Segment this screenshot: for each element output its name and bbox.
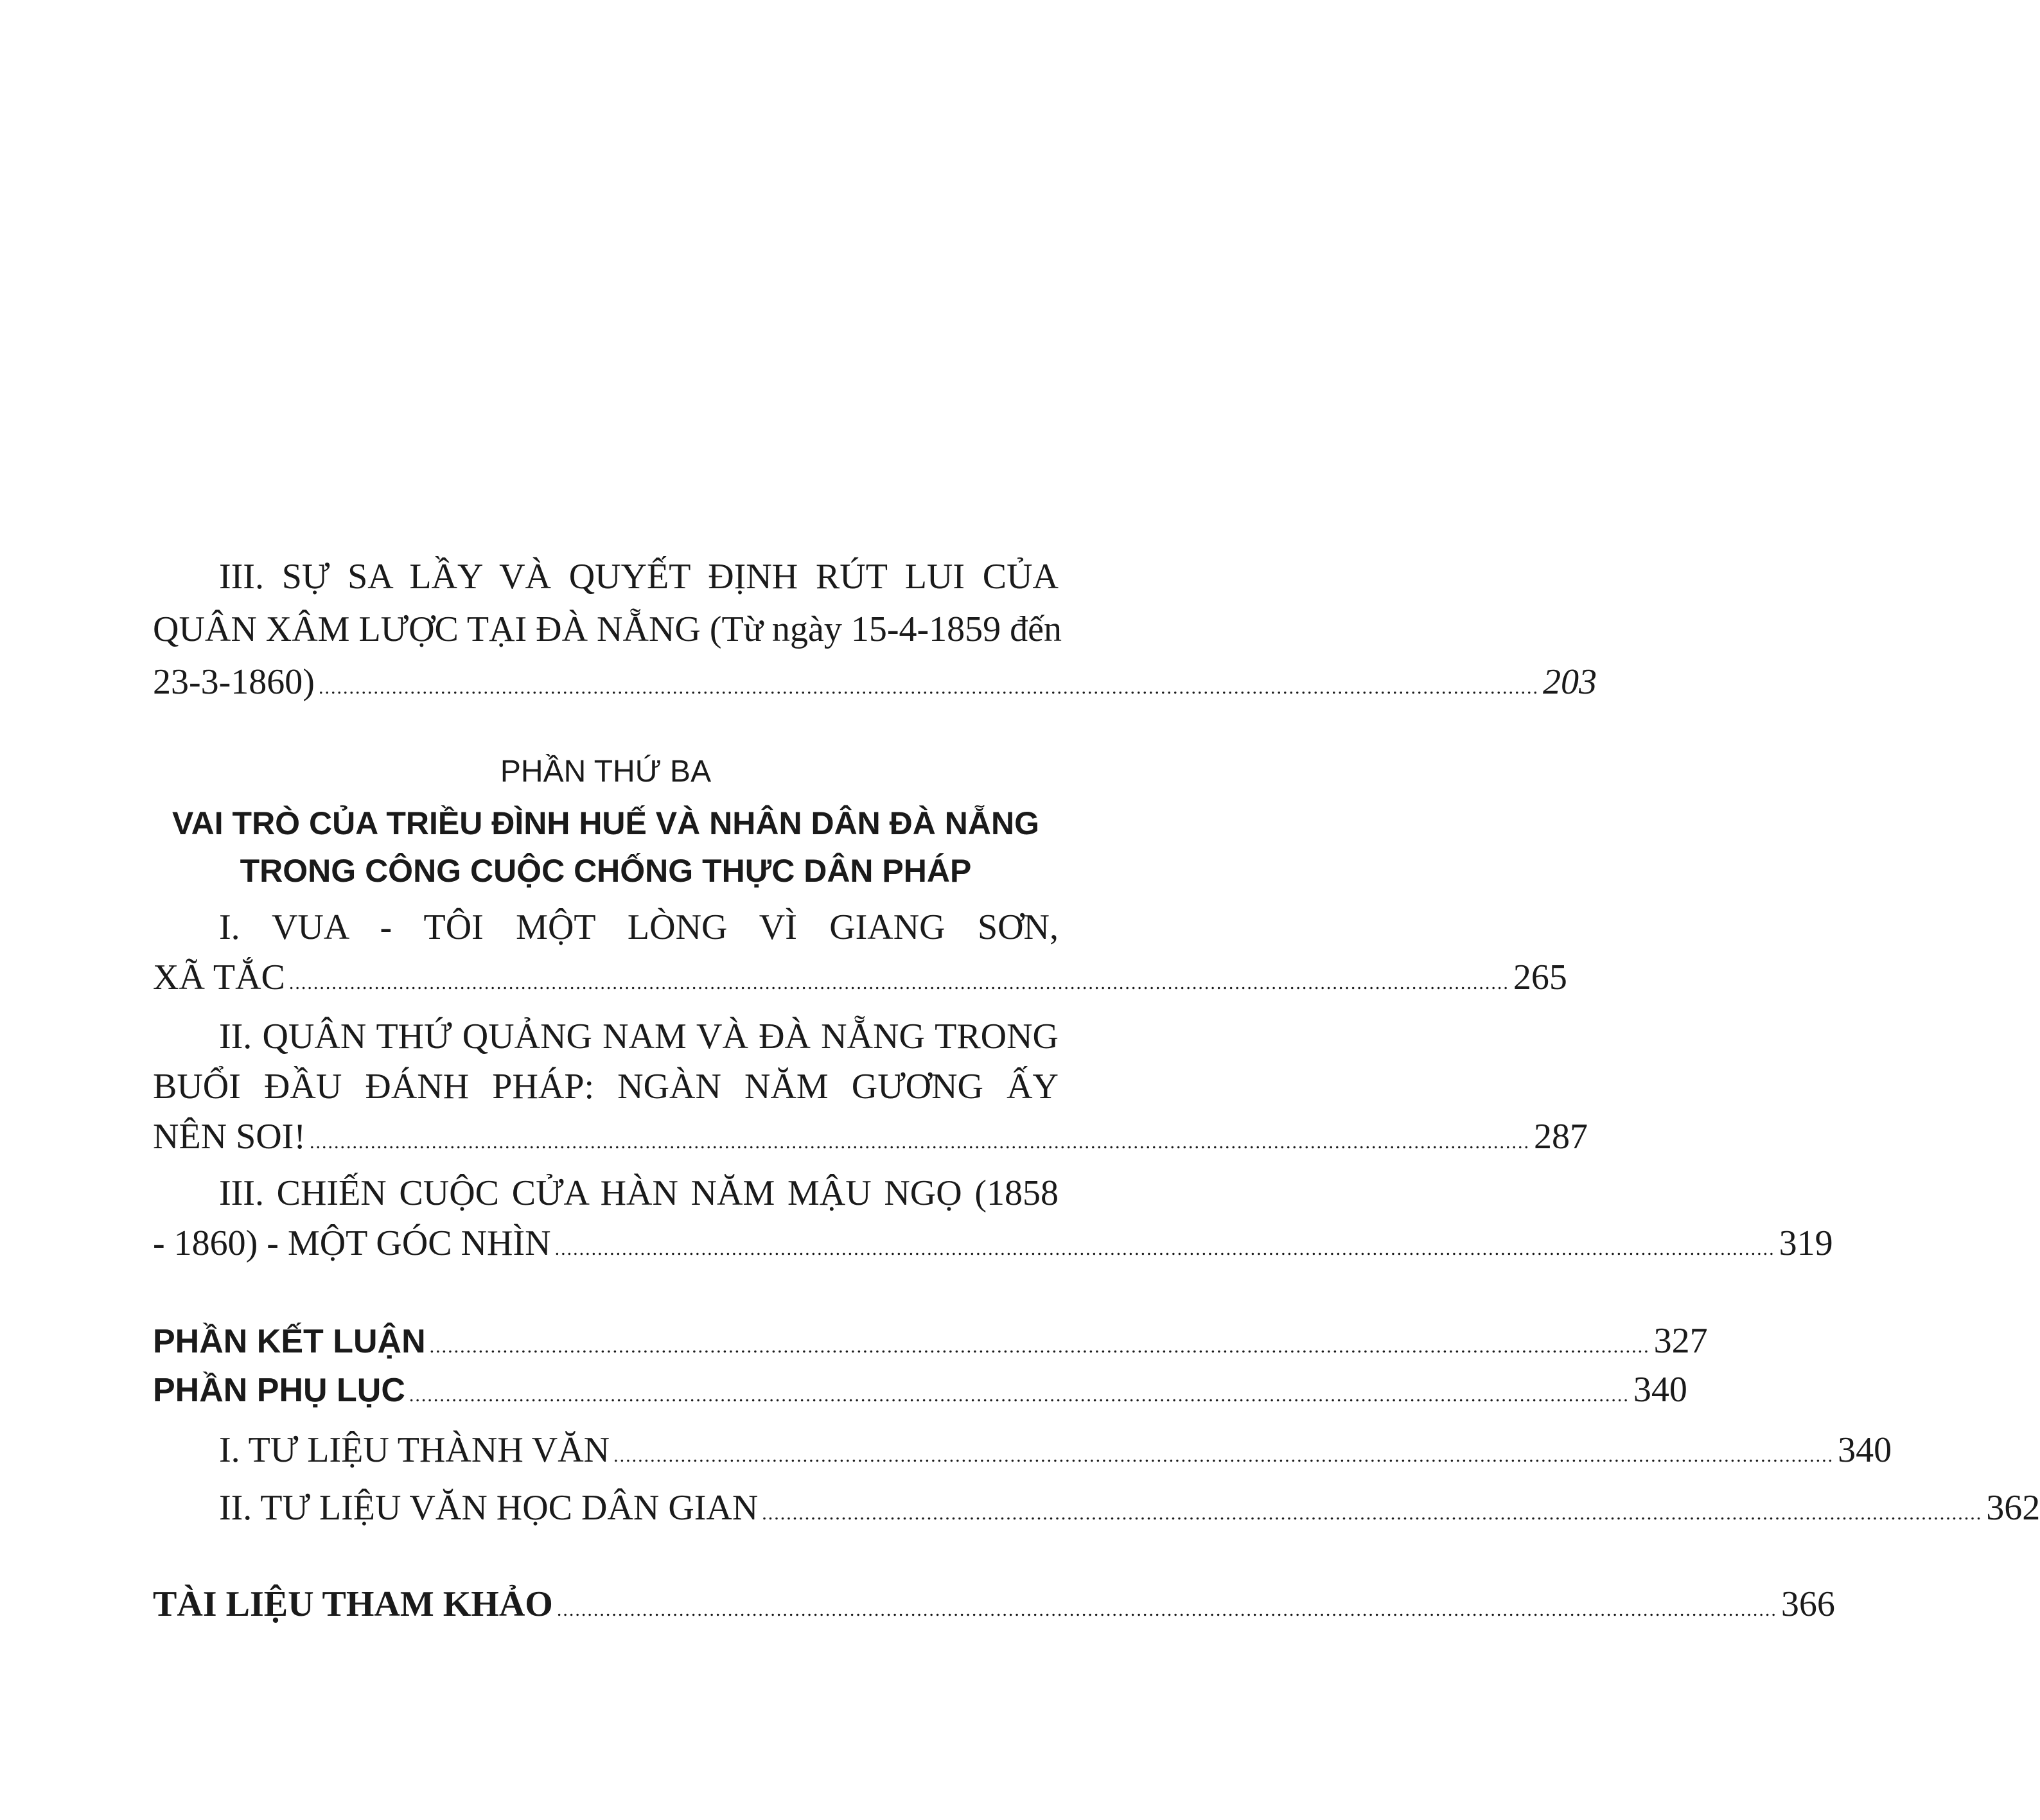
page-number: 327 [1653, 1321, 1708, 1361]
toc-entry-line: III. SỰ SA LẦY VÀ QUYẾT ĐỊNH RÚT LUI CỦA [219, 557, 1059, 597]
part-title-line: TRONG CÔNG CUỘC CHỐNG THỰC DÂN PHÁP [240, 853, 972, 889]
toc-entry-leader [153, 659, 1597, 711]
dot-leader: ........................................................................................................................................................................................................ [613, 1445, 1834, 1466]
toc-entry-text: XÃ TẮC [153, 958, 285, 997]
toc-entry-leader [153, 954, 1567, 1006]
toc-entry-text: PHẦN PHỤ LỤC [153, 1372, 405, 1409]
toc-entry-line: III. CHIẾN CUỘC CỬA HÀN NĂM MẬU NGỌ (1858 [219, 1173, 1059, 1213]
page-number: 340 [1633, 1370, 1687, 1410]
toc-entry-leader [153, 1427, 1892, 1479]
toc-entry-line: BUỔI ĐẦU ĐÁNH PHÁP: NGÀN NĂM GƯƠNG ẤY [153, 1067, 1059, 1107]
toc-entry-line: II. QUÂN THỨ QUẢNG NAM VÀ ĐÀ NẴNG TRONG [219, 1017, 1059, 1056]
toc-entry-leader [153, 1367, 1687, 1419]
toc-entry-text: PHẦN KẾT LUẬN [153, 1323, 426, 1360]
toc-entry-leader [153, 1581, 1835, 1633]
toc-entry-line: QUÂN XÂM LƯỢC TẠI ĐÀ NẴNG (Từ ngày 15-4-1859 đến [153, 609, 1062, 649]
dot-leader: ........................................................................................................................................................................................................ [556, 1599, 1777, 1620]
dot-leader: ........................................................................................................................................................................................................ [762, 1503, 1983, 1524]
dot-leader: ........................................................................................................................................................................................................ [309, 1132, 1530, 1153]
toc-entry-line: I. VUA - TÔI MỘT LÒNG VÌ GIANG SƠN, [219, 907, 1059, 947]
toc-entry-leader [153, 1220, 1833, 1272]
page-number: 319 [1779, 1223, 1833, 1263]
toc-entry-leader [153, 1485, 2040, 1537]
toc-entry-text: II. TƯ LIỆU VĂN HỌC DÂN GIAN [219, 1488, 759, 1528]
toc-entry-leader [153, 1114, 1588, 1166]
dot-leader: ........................................................................................................................................................................................................ [554, 1238, 1775, 1259]
page-number: 366 [1781, 1584, 1835, 1624]
page-number: 265 [1513, 958, 1567, 997]
page-number: 362 [1986, 1488, 2040, 1528]
toc-entry-text: I. TƯ LIỆU THÀNH VĂN [219, 1430, 610, 1470]
toc-entry-text: - 1860) - MỘT GÓC NHÌN [153, 1223, 551, 1263]
dot-leader: ........................................................................................................................................................................................................ [429, 1336, 1650, 1357]
toc-entry-text: 23-3-1860) [153, 662, 315, 702]
toc-entry-text: NÊN SOI! [153, 1117, 306, 1157]
toc-entry-text: TÀI LIỆU THAM KHẢO [153, 1584, 553, 1624]
dot-leader: ........................................................................................................................................................................................................ [318, 677, 1539, 698]
page-number: 287 [1533, 1117, 1588, 1157]
part-label: PHẦN THỨ BA [500, 755, 712, 789]
dot-leader: ........................................................................................................................................................................................................ [288, 972, 1509, 993]
dot-leader: ........................................................................................................................................................................................................ [409, 1385, 1630, 1406]
page-number: 203 [1542, 662, 1597, 702]
part-title-line: VAI TRÒ CỦA TRIỀU ĐÌNH HUẾ VÀ NHÂN DÂN ĐÀ NẴNG [172, 805, 1039, 841]
toc-entry-leader [153, 1318, 1708, 1370]
page-number: 340 [1838, 1430, 1892, 1470]
